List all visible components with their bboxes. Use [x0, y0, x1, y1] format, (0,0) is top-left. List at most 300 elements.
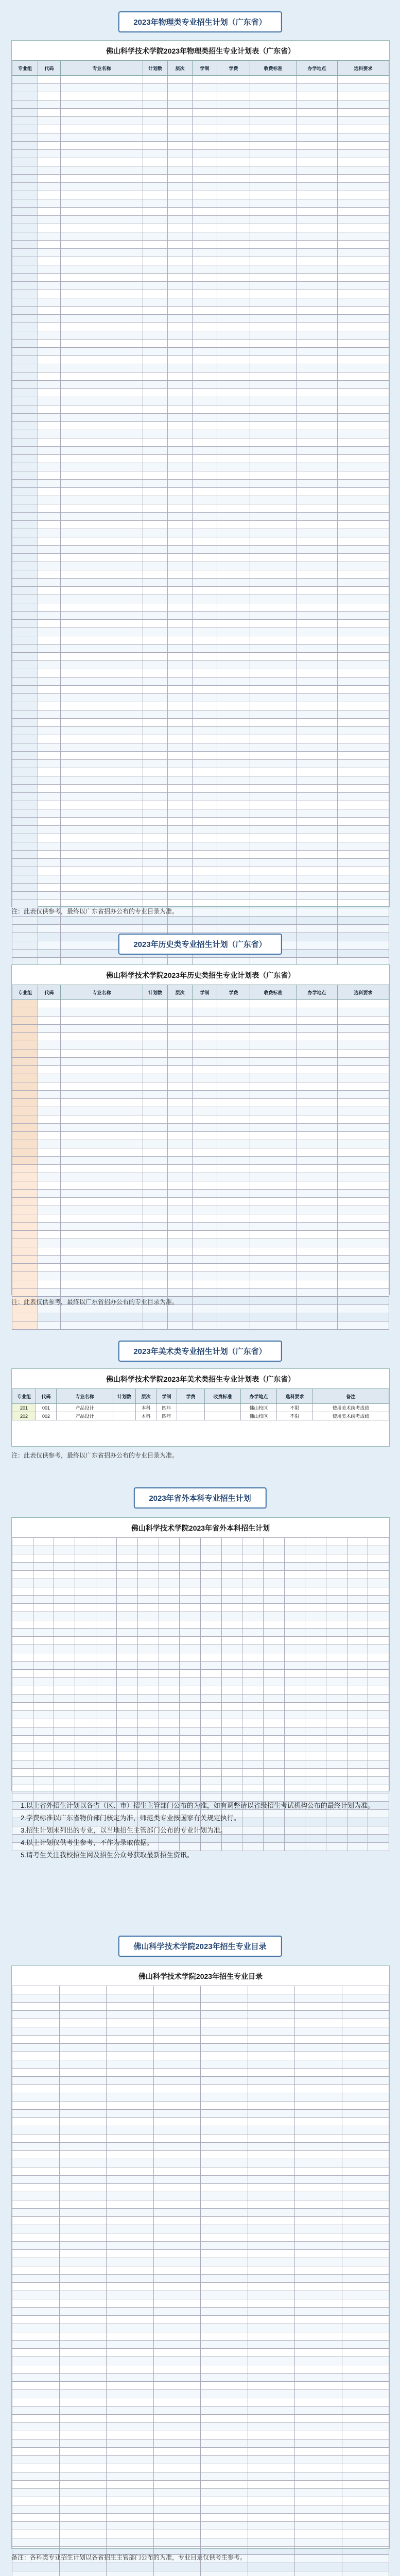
physics-table-row [12, 125, 389, 133]
physics-table-row [12, 546, 389, 554]
college-table-row [12, 2151, 389, 2159]
provinces-table-row [12, 1719, 389, 1727]
physics-table-row [12, 216, 389, 224]
history-header-1: 代码 [38, 985, 61, 1000]
college-table-row [12, 2390, 389, 2398]
college-table-row [12, 2406, 389, 2415]
physics-table-row [12, 612, 389, 620]
college-table-row [12, 2176, 389, 2184]
history-table-row [12, 1214, 389, 1223]
physics-table-row [12, 892, 389, 900]
physics-table-row [12, 117, 389, 125]
art-header-1: 代码 [36, 1389, 57, 1404]
history-table-row [12, 1140, 389, 1148]
provinces-table-row [12, 1703, 389, 1711]
physics-table-row [12, 793, 389, 801]
college-table-row [12, 2258, 389, 2266]
physics-table-row [12, 175, 389, 183]
provinces-table-row [12, 1620, 389, 1629]
physics-table-row [12, 463, 389, 471]
college-table-row [12, 2217, 389, 2225]
history-table-row [12, 1264, 389, 1272]
history-table-row [12, 1190, 389, 1198]
physics-table-row [12, 653, 389, 661]
physics-table-row [12, 290, 389, 298]
college-table-row [12, 2324, 389, 2332]
college-table-row [12, 2365, 389, 2374]
provinces-table-row [12, 1579, 389, 1587]
history-table-row [12, 1247, 389, 1256]
physics-table-row [12, 166, 389, 175]
college-table-row [12, 2332, 389, 2341]
history-table-row [12, 1115, 389, 1124]
provinces-note-5: 5.请考生关注我校招生网及招生公众号获取最新招生资讯。 [21, 1851, 194, 1859]
college-section [0, 1929, 400, 2576]
college-table-row [12, 2341, 389, 2349]
physics-sheet-title: 佛山科学技术学院2023年物理类招生专业计划表（广东省） [106, 47, 295, 55]
history-table-row [12, 1016, 389, 1025]
physics-table-row [12, 760, 389, 768]
college-table-row [12, 2044, 389, 2052]
art-header-0: 专业组 [12, 1389, 36, 1404]
history-table-row [12, 1107, 389, 1115]
college-table-row [12, 2118, 389, 2126]
college-table-row [12, 2242, 389, 2250]
physics-table-row [12, 397, 389, 405]
physics-table-row [12, 620, 389, 628]
physics-table-row [12, 76, 389, 84]
college-table-row [12, 2505, 389, 2514]
history-table-row [12, 1157, 389, 1165]
physics-table-row [12, 686, 389, 694]
history-table [12, 985, 389, 1330]
college-table-row [12, 2036, 389, 2044]
physics-table-row [12, 570, 389, 579]
physics-table-row [12, 249, 389, 257]
provinces-table-row [12, 1645, 389, 1653]
college-table-row [12, 2374, 389, 2382]
college-table-row [12, 2266, 389, 2275]
college-table-row [12, 2225, 389, 2233]
history-table-row [12, 1041, 389, 1049]
physics-header-8: 办学地点 [297, 61, 338, 76]
history-table-row [12, 1008, 389, 1016]
physics-table-row [12, 504, 389, 513]
provinces-table-row [12, 1769, 389, 1777]
college-table-row [12, 2464, 389, 2472]
history-table-row [12, 1124, 389, 1132]
physics-table-row [12, 818, 389, 826]
provinces-table-row [12, 1727, 389, 1736]
physics-section [0, 0, 400, 915]
physics-table-row [12, 636, 389, 645]
history-table-row [12, 1000, 389, 1008]
college-table-row [12, 2102, 389, 2110]
physics-table-row [12, 595, 389, 603]
college-table-row [12, 2522, 389, 2530]
college-table-row [12, 2134, 389, 2143]
history-table-row [12, 1321, 389, 1330]
history-table-row [12, 1066, 389, 1074]
physics-table-row [12, 859, 389, 867]
provinces-table-row [12, 1760, 389, 1769]
college-table-row [12, 2530, 389, 2538]
physics-table-row [12, 719, 389, 727]
history-table-row [12, 1223, 389, 1231]
provinces-table-row [12, 1678, 389, 1686]
art-sheet [11, 1368, 390, 1447]
college-table-row [12, 2448, 389, 2456]
history-table-row [12, 1280, 389, 1289]
physics-header-0: 专业组 [12, 61, 38, 76]
history-table-row [12, 1289, 389, 1297]
history-table-row [12, 1132, 389, 1140]
art-header-4: 层次 [136, 1389, 156, 1404]
art-header-6: 学费 [177, 1389, 205, 1404]
physics-table-row [12, 677, 389, 686]
physics-table-row [12, 562, 389, 570]
provinces-table-row [12, 1785, 389, 1793]
physics-table-row [12, 834, 389, 842]
college-table-row [12, 2481, 389, 2489]
history-table-row [12, 1091, 389, 1099]
college-table-row [12, 2209, 389, 2217]
physics-table-row [12, 645, 389, 653]
college-table-row [12, 2159, 389, 2167]
college-table-row [12, 1994, 389, 2003]
physics-table-row [12, 579, 389, 587]
physics-table-row [12, 315, 389, 323]
art-section [0, 1334, 400, 1479]
physics-table-row [12, 447, 389, 455]
provinces-table-row [12, 1752, 389, 1760]
college-table-row [12, 2571, 389, 2576]
art-header-3: 计划数 [113, 1389, 136, 1404]
provinces-note-2: 2.学费标准以广东省物价部门核定为准，师范类专业按国家有关规定执行。 [21, 1814, 240, 1822]
college-table-row [12, 2382, 389, 2390]
provinces-sheet-title: 佛山科学技术学院2023年省外本科招生计划 [131, 1524, 270, 1532]
physics-table-row [12, 480, 389, 488]
history-header-7: 收费标准 [250, 985, 297, 1000]
college-table-row [12, 2093, 389, 2102]
college-sheet-title: 佛山科学技术学院2023年招生专业目录 [138, 1972, 263, 1980]
history-header-8: 办学地点 [297, 985, 338, 1000]
physics-table-row [12, 702, 389, 710]
college-table-row [12, 2184, 389, 2192]
physics-table-row [12, 917, 389, 925]
physics-table-row [12, 455, 389, 463]
physics-table-row [12, 809, 389, 818]
history-table-row [12, 1033, 389, 1041]
art-header-9: 选科要求 [277, 1389, 313, 1404]
physics-table-row [12, 513, 389, 521]
provinces-banner: 2023年省外本科专业招生计划 [133, 1487, 266, 1509]
history-table-row [12, 1049, 389, 1058]
college-table-row [12, 2456, 389, 2464]
college-table-row [12, 2349, 389, 2357]
provinces-table-row [12, 1736, 389, 1744]
physics-table-row [12, 191, 389, 199]
physics-table-row [12, 628, 389, 636]
provinces-section [0, 1481, 400, 1924]
college-table-row [12, 1986, 389, 1994]
provinces-table-row [12, 1587, 389, 1596]
history-table-row [12, 1173, 389, 1181]
history-table-row [12, 1181, 389, 1190]
college-sheet [11, 1965, 390, 2549]
art-table-row: 201 001 产品设计 本科 四年 佛山校区 不限 使用美术统考成绩 [12, 1404, 389, 1412]
provinces-note-1: 1.以上省外招生计划以各省（区、市）招生主管部门公布的为准，如有调整请以省级招生考试机构公布的最终计划为准。 [21, 1802, 374, 1809]
provinces-note-4: 4.以上计划仅供考生参考，不作为录取依据。 [21, 1839, 153, 1846]
physics-table-row [12, 364, 389, 372]
physics-header-2: 专业名称 [61, 61, 143, 76]
history-table-row [12, 1313, 389, 1321]
physics-table-row [12, 150, 389, 158]
physics-table-row [12, 265, 389, 274]
provinces-table-row [12, 1711, 389, 1719]
history-header-0: 专业组 [12, 985, 38, 1000]
history-table-row [12, 1239, 389, 1247]
provinces-note-3: 3.招生计划未列出的专业，以当地招生主管部门公布的专业计划为准。 [21, 1826, 227, 1834]
physics-table-row [12, 356, 389, 364]
physics-table-row [12, 307, 389, 315]
physics-table-row [12, 694, 389, 702]
physics-table-row [12, 661, 389, 669]
physics-table-row [12, 851, 389, 859]
history-table-row [12, 1058, 389, 1066]
physics-table-row [12, 257, 389, 265]
physics-table-row [12, 430, 389, 438]
physics-table-row [12, 199, 389, 208]
physics-table-row [12, 224, 389, 232]
history-header-6: 学费 [217, 985, 250, 1000]
college-banner: 佛山科学技术学院2023年招生专业目录 [118, 1936, 282, 1957]
provinces-table-row [12, 1686, 389, 1694]
history-header-4: 层次 [168, 985, 193, 1000]
history-header-2: 专业名称 [61, 985, 143, 1000]
college-table-row [12, 2027, 389, 2036]
physics-table-row [12, 867, 389, 875]
physics-table-row [12, 298, 389, 307]
history-table-row [12, 1074, 389, 1082]
provinces-notes [21, 1798, 381, 1863]
physics-table-row [12, 884, 389, 892]
history-table-row [12, 1272, 389, 1280]
physics-table-row [12, 84, 389, 92]
art-sheet-title: 佛山科学技术学院2023年美术类招生专业计划表（广东省） [106, 1375, 295, 1383]
college-table-row [12, 2143, 389, 2151]
history-table-row [12, 1025, 389, 1033]
physics-note: 注：此表仅供参考，最终以广东省招办公布的专业目录为准。 [11, 908, 179, 915]
physics-header-6: 学费 [217, 61, 250, 76]
physics-table-row [12, 405, 389, 414]
art-header-7: 收费标准 [205, 1389, 241, 1404]
college-table-row [12, 2011, 389, 2019]
provinces-table-row [12, 1670, 389, 1678]
college-table-row [12, 2497, 389, 2505]
provinces-table-row [12, 1604, 389, 1612]
physics-table-row [12, 389, 389, 397]
college-table-row [12, 2283, 389, 2291]
physics-table-row [12, 323, 389, 331]
college-table-row [12, 2291, 389, 2299]
college-note: 备注：各科类专业招生计划以各省招生主管部门公布的为准，专业目录仅供考生参考。 [11, 2554, 247, 2561]
college-table-row [12, 2060, 389, 2069]
physics-table-row [12, 109, 389, 117]
provinces-table-row [12, 1546, 389, 1554]
college-table-row [12, 2299, 389, 2308]
physics-table-row [12, 372, 389, 381]
physics-table-row [12, 752, 389, 760]
physics-table [12, 60, 389, 1048]
history-table-row [12, 1148, 389, 1157]
physics-table-row [12, 735, 389, 743]
college-table-row [12, 2489, 389, 2497]
college-table-row [12, 2439, 389, 2448]
college-table-row [12, 2472, 389, 2481]
physics-table-row [12, 727, 389, 735]
physics-table-row [12, 669, 389, 677]
physics-header-7: 收费标准 [250, 61, 297, 76]
college-table-row [12, 2308, 389, 2316]
provinces-table-row [12, 1571, 389, 1579]
physics-table-row [12, 133, 389, 142]
physics-table-row [12, 282, 389, 290]
history-table-row [12, 1198, 389, 1206]
college-table-row [12, 2110, 389, 2118]
physics-table-row [12, 414, 389, 422]
college-table [12, 1986, 389, 2576]
physics-table-row [12, 422, 389, 430]
college-table-row [12, 2423, 389, 2431]
art-header-10: 备注 [313, 1389, 389, 1404]
history-table-row [12, 1165, 389, 1173]
history-header-5: 学制 [193, 985, 217, 1000]
history-table-row [12, 1256, 389, 1264]
art-note: 注：此表仅供参考，最终以广东省招办公布的专业目录为准。 [11, 1452, 179, 1459]
physics-table-row [12, 208, 389, 216]
provinces-table-row [12, 1629, 389, 1637]
physics-table-row [12, 529, 389, 537]
physics-table-row [12, 554, 389, 562]
physics-table-row [12, 521, 389, 529]
physics-table-row [12, 348, 389, 356]
physics-table-row [12, 438, 389, 447]
physics-table-row [12, 875, 389, 884]
art-header-8: 办学地点 [241, 1389, 277, 1404]
history-header-3: 计划数 [143, 985, 168, 1000]
physics-table-row [12, 274, 389, 282]
physics-table-row [12, 241, 389, 249]
physics-table-row [12, 842, 389, 851]
physics-table-row [12, 710, 389, 719]
college-table-row [12, 2563, 389, 2571]
college-table-row [12, 2019, 389, 2027]
college-table-row [12, 2192, 389, 2200]
physics-table-row [12, 471, 389, 480]
physics-table-row [12, 776, 389, 785]
provinces-table-row [12, 1538, 389, 1546]
provinces-table-row [12, 1596, 389, 1604]
physics-table-row [12, 142, 389, 150]
college-table-row [12, 2415, 389, 2423]
art-banner: 2023年美术类专业招生计划（广东省） [118, 1341, 282, 1362]
history-table-row [12, 1082, 389, 1091]
physics-table-row [12, 768, 389, 776]
provinces-table-row [12, 1744, 389, 1752]
art-header-5: 学制 [156, 1389, 177, 1404]
physics-table-row [12, 785, 389, 793]
college-table-row [12, 2275, 389, 2283]
physics-table-row [12, 340, 389, 348]
provinces-table-row [12, 1694, 389, 1703]
college-table-row [12, 2538, 389, 2547]
physics-table-row [12, 496, 389, 504]
physics-banner: 2023年物理类专业招生计划（广东省） [118, 11, 282, 32]
history-table-row [12, 1231, 389, 1239]
college-table-row [12, 2398, 389, 2406]
physics-header-4: 层次 [168, 61, 193, 76]
college-table-row [12, 2126, 389, 2134]
history-header-9: 选科要求 [338, 985, 389, 1000]
art-table-row: 202 002 产品设计 本科 四年 佛山校区 不限 使用美术统考成绩 [12, 1412, 389, 1420]
college-table-row [12, 2069, 389, 2077]
provinces-sheet [11, 1517, 390, 1791]
history-note: 注：此表仅供参考，最终以广东省招办公布的专业目录为准。 [11, 1298, 179, 1306]
provinces-table-row [12, 1653, 389, 1662]
college-table-row [12, 2514, 389, 2522]
physics-header-5: 学制 [193, 61, 217, 76]
physics-table-row [12, 232, 389, 241]
college-table-row [12, 2357, 389, 2365]
college-table-row [12, 2077, 389, 2085]
art-table [12, 1388, 389, 1420]
history-sheet [11, 964, 390, 1295]
art-header-2: 专业名称 [57, 1389, 113, 1404]
physics-header-9: 选科要求 [338, 61, 389, 76]
physics-table-row [12, 801, 389, 809]
history-sheet-title: 佛山科学技术学院2023年历史类招生专业计划表（广东省） [106, 971, 295, 979]
college-table-row [12, 2233, 389, 2242]
physics-table-row [12, 331, 389, 340]
physics-header-3: 计划数 [143, 61, 168, 76]
physics-table-row [12, 158, 389, 166]
physics-table-row [12, 743, 389, 752]
history-table-row [12, 1099, 389, 1107]
provinces-table-row [12, 1637, 389, 1645]
physics-table-row [12, 100, 389, 109]
physics-table-row [12, 826, 389, 834]
physics-table-row [12, 183, 389, 191]
provinces-table-row [12, 1554, 389, 1563]
college-table-row [12, 2200, 389, 2209]
college-table-row [12, 2167, 389, 2176]
college-table-row [12, 2316, 389, 2324]
provinces-table-row [12, 1662, 389, 1670]
physics-table-row [12, 603, 389, 612]
physics-table-row [12, 488, 389, 496]
provinces-table-row [12, 1612, 389, 1620]
history-banner: 2023年历史类专业招生计划（广东省） [118, 934, 282, 955]
physics-table-row [12, 92, 389, 100]
provinces-table-row [12, 1563, 389, 1571]
history-section [0, 927, 400, 1329]
college-table-row [12, 2431, 389, 2439]
physics-sheet [11, 40, 390, 907]
college-table-row [12, 2003, 389, 2011]
physics-table-row [12, 381, 389, 389]
provinces-table-row [12, 1777, 389, 1785]
